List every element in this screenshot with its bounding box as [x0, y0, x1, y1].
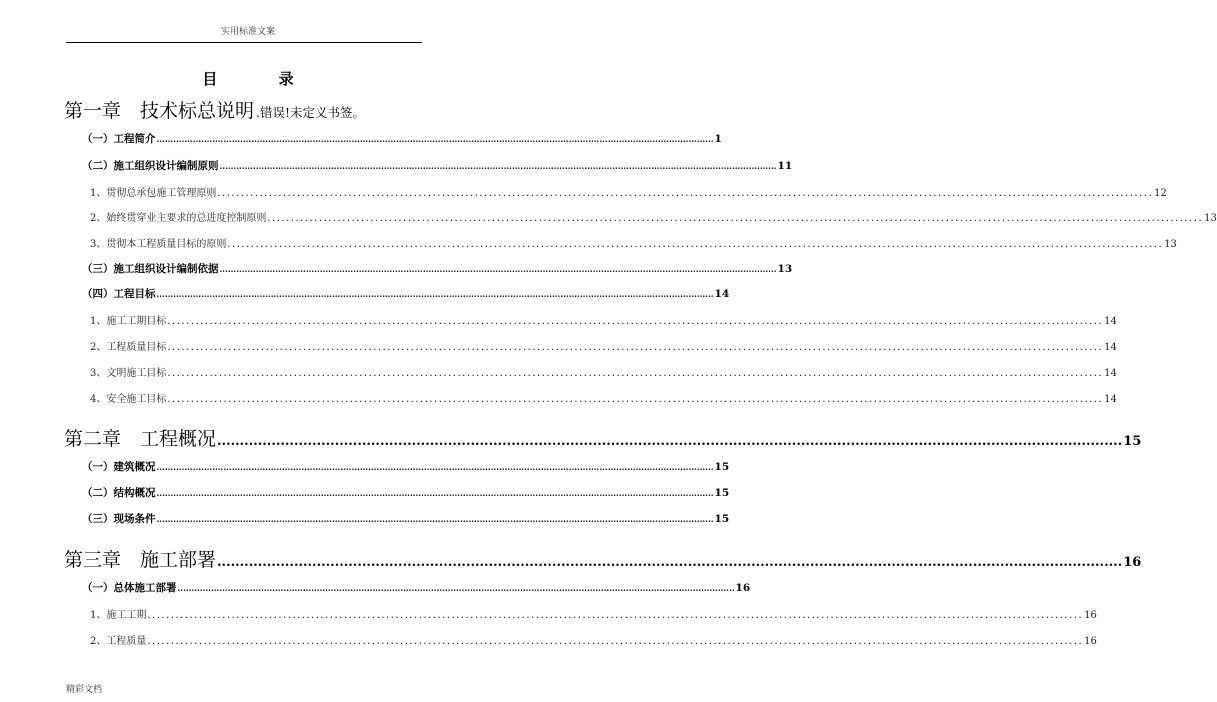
- toc-entry-label: 2、工程质量: [90, 636, 147, 647]
- dot-leader: ........................................................................................................................................................................................................: [219, 161, 777, 171]
- dot-leader: ........................................................................................................................................................................................................: [177, 583, 735, 593]
- toc-entry-sub[interactable]: [90, 632, 1097, 647]
- toc-page-number: 13: [1164, 239, 1177, 250]
- toc-entry-label: （三）施工组织设计编制依据: [82, 263, 219, 275]
- toc-entry-label: 3、文明施工目标: [90, 368, 167, 379]
- toc-entry-label: 4、安全施工目标: [90, 394, 167, 405]
- running-footer: 精彩文档: [66, 685, 103, 695]
- toc-entry-label: 2、工程质量目标: [90, 342, 167, 353]
- toc-entry-chapter[interactable]: [64, 545, 1142, 572]
- toc-entry-chapter[interactable]: [64, 424, 1142, 451]
- toc-page-number: 14: [1104, 368, 1117, 379]
- toc-entry-label: 1、施工工期目标: [90, 316, 167, 327]
- toc-entry-section[interactable]: [82, 485, 730, 500]
- toc-page-number: 16: [1084, 610, 1097, 621]
- toc-entry-section[interactable]: [82, 286, 730, 301]
- toc-page-number: 15: [1123, 434, 1142, 449]
- toc-entry-sub[interactable]: [90, 338, 1117, 353]
- toc-entry-label: 1、施工工期: [90, 610, 147, 621]
- dot-leader: ........................................................................................................................................................................................................: [217, 434, 1123, 449]
- toc-entry-label: （四）工程目标: [82, 288, 156, 300]
- toc-page-number: 14: [1104, 394, 1117, 405]
- toc-entry-section[interactable]: [82, 261, 793, 276]
- dot-leader: ........................................................................................................................................................................................................: [147, 636, 1084, 647]
- dot-leader: ........................................................................................................................................................................................................: [219, 264, 777, 274]
- dot-leader: ........................................................................................................................................................................................................: [156, 488, 714, 498]
- toc-entry-sub[interactable]: [90, 312, 1117, 327]
- dot-leader: ........................................................................................................................................................................................................: [156, 134, 714, 144]
- dot-leader: ........................................................................................................................................................................................................: [217, 555, 1123, 570]
- toc-page-number: 15: [714, 487, 730, 499]
- toc-entry-section[interactable]: [82, 580, 751, 595]
- toc-entry-label: 3、贯彻本工程质量目标的原则: [90, 239, 227, 250]
- dot-leader: ........................................................................................................................................................................................................: [156, 289, 714, 299]
- dot-leader: ........................................................................................................................................................................................................: [156, 514, 714, 524]
- toc-page-number: 15: [714, 513, 730, 525]
- toc-title: 目 录: [202, 70, 322, 88]
- toc-entry-label: （二）施工组织设计编制原则: [82, 160, 219, 172]
- toc-entry-sub[interactable]: [90, 235, 1177, 250]
- dot-leader: ........................................................................................................................................................................................................: [167, 316, 1104, 327]
- header-rule: [66, 42, 422, 43]
- dot-leader: ........................................................................................................................................................................................................: [167, 368, 1104, 379]
- toc-entry-sub[interactable]: [90, 364, 1117, 379]
- toc-entry-label: 1、贯彻总承包施工管理原则: [90, 188, 217, 199]
- toc-page-number: 16: [1084, 636, 1097, 647]
- toc-page-number: 16: [1123, 555, 1142, 570]
- toc-entry-label: （二）结构概况: [82, 487, 156, 499]
- toc-page-number: 14: [1104, 342, 1117, 353]
- toc-entry-label: （一）总体施工部署: [82, 582, 177, 594]
- toc-entry-sub[interactable]: [90, 390, 1117, 405]
- toc-entry-chapter[interactable]: [64, 96, 406, 123]
- toc-page-number: 13: [1204, 213, 1217, 224]
- dot-leader: ........................................................................................................................................................................................................: [267, 213, 1204, 224]
- toc-page-number: 12: [1154, 188, 1167, 199]
- toc-page-number: 11: [777, 160, 793, 172]
- toc-entry-sub[interactable]: [90, 209, 1217, 224]
- dot-leader: ........................................................................................................................................................................................................: [167, 394, 1104, 405]
- dot-leader: ........................................................................................................................................................................................................: [227, 239, 1164, 250]
- toc-entry-label: （一）建筑概况: [82, 461, 156, 473]
- toc-entry-sub[interactable]: [90, 184, 1167, 199]
- dot-leader: ........................................................................................................................................................................................................: [156, 462, 714, 472]
- toc-entry-sub[interactable]: [90, 606, 1097, 621]
- toc-entry-label: 第二章 工程概况: [64, 428, 217, 450]
- toc-page-number: 13: [777, 263, 793, 275]
- dot-leader: ........................................................................................................................................................................................................: [217, 188, 1154, 199]
- dot-leader: ........................................................................................................................................................................................................: [147, 610, 1084, 621]
- toc-page-number: 1: [714, 133, 722, 145]
- toc-page-number: 15: [714, 461, 730, 473]
- toc-entry-section[interactable]: [82, 158, 793, 173]
- toc-entry-label: 2、始终贯穿业主要求的总进度控制原则: [90, 213, 267, 224]
- toc-page-number: 16: [735, 582, 751, 594]
- toc-entry-label: 第一章 技术标总说明: [64, 100, 255, 122]
- bookmark-error-note: .错误!未定义书签。: [256, 105, 366, 120]
- toc-page-number: 14: [1104, 316, 1117, 327]
- dot-leader: ........................................................................................................................................................................................................: [167, 342, 1104, 353]
- toc-page-number: 14: [714, 288, 730, 300]
- running-header: 实用标准文案: [220, 27, 275, 37]
- toc-entry-section[interactable]: [82, 459, 730, 474]
- toc-entry-label: （三）现场条件: [82, 513, 156, 525]
- toc-entry-label: 第三章 施工部署: [64, 549, 217, 571]
- toc-entry-label: （一）工程简介: [82, 133, 156, 145]
- toc-entry-section[interactable]: [82, 511, 730, 526]
- toc-entry-section[interactable]: [82, 131, 722, 146]
